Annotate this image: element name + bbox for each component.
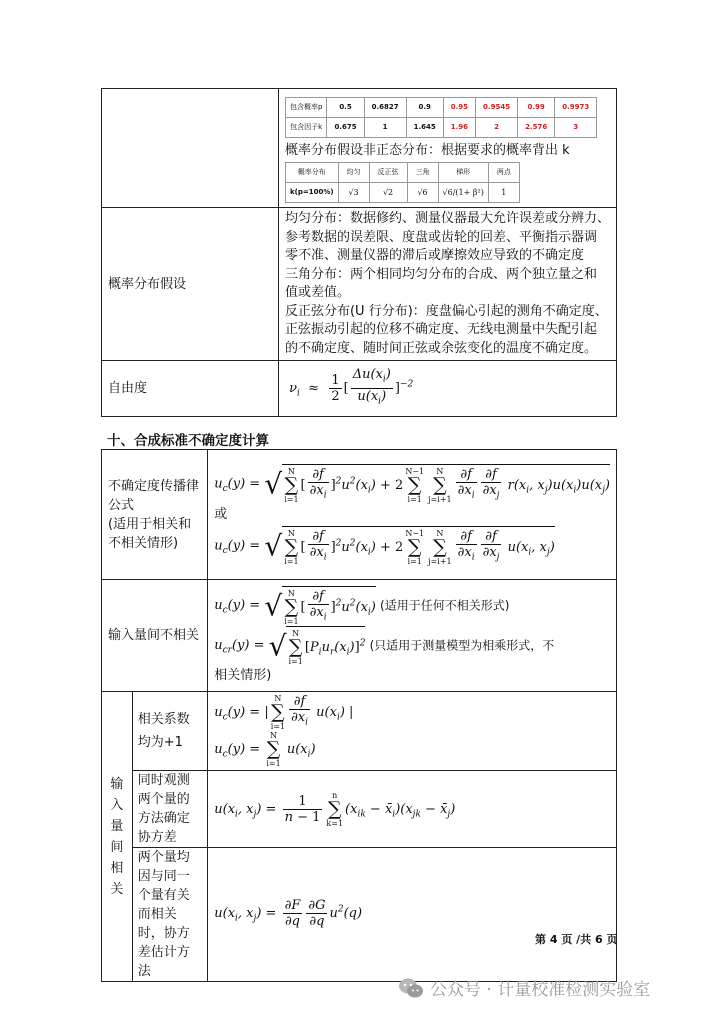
coverage-p-value-4: 0.9545 bbox=[476, 98, 518, 118]
dist-value-2: √6 bbox=[407, 183, 438, 203]
uncorrelated-formula-2: $u_{cr}(y)$ = √ N ∑ i=1 $[P_iu_r(x_i)]^2$ bbox=[214, 638, 365, 653]
dist-value-0: √3 bbox=[338, 183, 369, 203]
corr-formula-abs-sum: $u_c(y)$ = | N ∑ i=1 $\frac{\partial f}{\partial x_i}$ $u(x_i)$ | bbox=[214, 694, 354, 731]
wechat-icon bbox=[398, 977, 424, 999]
dist-value-1: √2 bbox=[369, 183, 407, 203]
prob-text-line-3: 三角分布：两个相同均匀分布的合成、两个独立量之和 bbox=[284, 266, 597, 282]
coverage-k-value-6: 3 bbox=[555, 118, 597, 138]
dist-header-0: 概率分布 bbox=[285, 163, 338, 183]
coverage-p-value-1: 0.6827 bbox=[364, 98, 406, 118]
coverage-p-value-2: 0.9 bbox=[406, 98, 443, 118]
correlated-sub2: 同时观测两个量的方法确定协方差 bbox=[132, 771, 208, 848]
coverage-p-value-3: 0.95 bbox=[443, 98, 475, 118]
dist-value-3: √6/(1+ β²) bbox=[438, 183, 488, 203]
coverage-factor-table bbox=[285, 97, 597, 138]
coverage-p-value-6: 0.9973 bbox=[555, 98, 597, 118]
coverage-k-value-4: 2 bbox=[476, 118, 518, 138]
prob-text-line-4: 值或差值。 bbox=[284, 285, 350, 300]
uncorrelated-label: 输入量间不相关 bbox=[102, 580, 208, 692]
coverage-k-value-1: 1 bbox=[364, 118, 406, 138]
covariance-formula: $u(x_i$, $x_j$) = $\frac{1}{n - 1}$ n ∑ k=1 ($x_{ik}$ − $x̄_i)(x_{jk}$ − $x̄_j$) bbox=[214, 790, 456, 828]
propagation-formula bbox=[208, 450, 617, 580]
propagation-formula-1: $u_c(y)$ = √ N ∑ i=1 [ $\frac{\partial f}{\partial x_i}$ ]$^2u^2(x_i) + 2$ N−1 ∑ i=1 N ∑ j=i+1 $\frac{\partial f}{\partial x_i}$ $\frac{\partial f}{\partial x_j}$ $r(x_i$, $x_j)u(x_i)u(x_j)$ bbox=[214, 464, 610, 504]
or-text: 或 bbox=[214, 506, 228, 522]
correlated-sub3: 两个量均因与同一个量有关而相关时，协方差估计方法 bbox=[132, 848, 208, 982]
prob-text-line-2: 零不准、测量仪器的滞后或摩擦效应导致的不确定度 bbox=[284, 248, 584, 263]
correlated-group-label: 输入量间相关 bbox=[102, 692, 133, 982]
prob-text-line-5: 反正弦分布(U 行分布)：度盘偏心引起的测角不确定度、 bbox=[284, 303, 608, 319]
correlated-sub1: 相关系数均为+1 bbox=[132, 692, 208, 771]
coverage-k-value-5: 2.576 bbox=[518, 118, 555, 138]
uncorrelated-note3: 相关情形) bbox=[214, 667, 272, 683]
prob-text-line-7: 的不确定度、随时间正弦或余弦变化的温度不确定度。 bbox=[284, 340, 597, 356]
dof-label: 自由度 bbox=[102, 361, 279, 417]
top-table bbox=[101, 88, 617, 417]
coverage-k-value-2: 1.645 bbox=[406, 118, 443, 138]
coverage-k-value-0: 0.675 bbox=[327, 118, 364, 138]
prob-text-line-1: 参考数据的误差限、度盘或齿轮的回差、平衡指示器调 bbox=[284, 229, 597, 245]
coverage-p-value-5: 0.99 bbox=[518, 98, 555, 118]
dist-row-label: k(p=100%) bbox=[285, 183, 338, 203]
dist-header-5: 两点 bbox=[488, 163, 519, 183]
uncorrelated-formula-1: $u_c(y)$ = √ N ∑ i=1 [ $\frac{\partial f}{\partial x_i}$ ]$^2u^2(x_i)$ bbox=[214, 598, 376, 613]
propagation-label: 不确定度传播律公式 (适用于相关和不相关情形) bbox=[102, 450, 208, 580]
uncorrelated-formula bbox=[208, 580, 617, 692]
coverage-row1-label: 包含概率p bbox=[285, 98, 326, 118]
uncorrelated-note2: (只适用于测量模型为相乘形式，不 bbox=[369, 638, 555, 652]
prob-dist-text bbox=[278, 208, 616, 361]
watermark-text: 公众号 · 计量校准检测实验室 bbox=[430, 980, 651, 1000]
prob-text-line-0: 均匀分布：数据修约、测量仪器最大允许误差或分辨力、 bbox=[284, 211, 610, 226]
uncorrelated-note1: (适用于任何不相关形式) bbox=[380, 598, 510, 612]
correlated-formula-3 bbox=[208, 848, 617, 982]
watermark bbox=[398, 975, 650, 1000]
dist-header-1: 均匀 bbox=[338, 163, 369, 183]
dist-header-2: 反正弦 bbox=[369, 163, 407, 183]
empty-cell bbox=[102, 89, 279, 208]
main-table bbox=[101, 449, 617, 982]
prob-text-line-6: 正弦振动引起的位移不确定度、无线电测量中失配引起 bbox=[284, 322, 597, 337]
dof-formula-math: $\nu_i$ ≈ $\frac{1}{2}$ [ $\frac{\Delta u(x_i)}{u(x_i)}$ ]$^{-2}$ bbox=[284, 367, 414, 407]
correlated-formula-2 bbox=[208, 771, 617, 848]
coverage-p-value-0: 0.5 bbox=[327, 98, 364, 118]
prob-dist-label: 概率分布假设 bbox=[102, 208, 279, 361]
non-normal-note: 概率分布假设非正态分布：根据要求的概率背出 k bbox=[284, 143, 570, 158]
coverage-k-value-3: 1.96 bbox=[443, 118, 475, 138]
propagation-formula-2: $u_c(y)$ = √ N ∑ i=1 [ $\frac{\partial f}{\partial x_i}$ ]$^2u^2(x_i) + 2$ N−1 ∑ i=1 N ∑ j=i+1 $\frac{\partial f}{\partial x_i}$ $\frac{\partial f}{\partial x_j}$ $u(x_i$, $x_j$) bbox=[214, 526, 610, 566]
dist-value-4: 1 bbox=[488, 183, 519, 203]
coverage-cell bbox=[278, 89, 616, 208]
page-number: 第 4 页 /共 6 页 bbox=[535, 933, 618, 946]
coverage-row2-label: 包含因子k bbox=[285, 118, 326, 138]
correlated-formula-1 bbox=[208, 692, 617, 771]
section-title: 十、合成标准不确定度计算 bbox=[107, 433, 269, 449]
distribution-k-table bbox=[285, 162, 520, 203]
dist-header-4: 梯形 bbox=[438, 163, 488, 183]
covariance-common-formula: $u(x_i$, $x_j$) = $\frac{\partial F}{\partial q}$ $\frac{\partial G}{\partial q}$ $u^2(q)$ bbox=[214, 898, 363, 930]
dof-formula bbox=[278, 361, 616, 417]
dist-header-3: 三角 bbox=[407, 163, 438, 183]
corr-formula-sum: $u_c(y)$ = N ∑ i=1 $u(x_i)$ bbox=[214, 731, 316, 768]
